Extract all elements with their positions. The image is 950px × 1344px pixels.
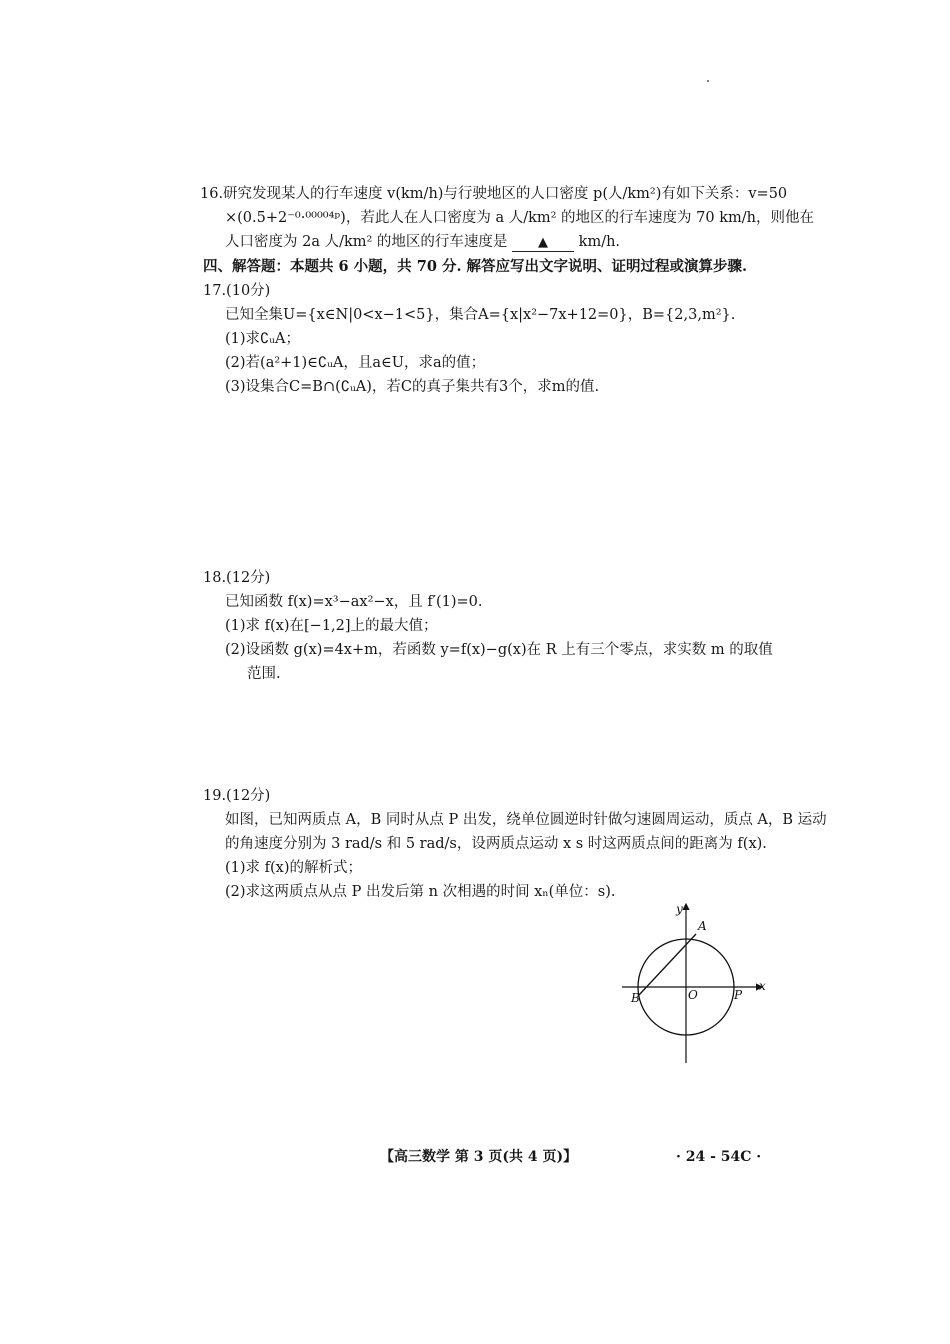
q19-stem-line-2: 的角速度分别为 3 rad/s 和 5 rad/s，设两质点运动 x s 时这两质点间的距离为 f(x). (225, 836, 767, 852)
point-a-label: A (698, 919, 707, 933)
q17-stem: 已知全集U={x∈N|0<x−1<5}，集合A={x|x²−7x+12=0}，B={2,3,m²}. (225, 307, 736, 323)
section-heading: 四、解答题：本题共 6 小题，共 70 分. 解答应写出文字说明、证明过程或演算步骤. (203, 258, 748, 275)
page-footer: 【高三数学 第 3 页(共 4 页)】 (380, 1149, 578, 1165)
x-axis-label: x (759, 979, 766, 993)
point-b-label: B (631, 991, 640, 1005)
point-p-label: P (734, 988, 743, 1002)
q19-part-1: (1)求 f(x)的解析式； (225, 860, 363, 876)
q17-header: 17.(10分) (203, 283, 271, 299)
q17-part-2: (2)若(a²+1)∈∁ᵤA，且a∈U，求a的值； (225, 355, 486, 371)
q16-line-1: 16.研究发现某人的行车速度 v(km/h)与行驶地区的人口密度 p(人/km²)有如下关系：v=50 (200, 186, 788, 202)
y-axis-label: y (676, 902, 683, 916)
q16-line-2: ×(0.5+2⁻⁰·⁰⁰⁰⁰⁴ᵖ)，若此人在人口密度为 a 人/km² 的地区的行车速度为 70 km/h，则他在 (225, 210, 814, 226)
unit-circle-diagram (612, 898, 772, 1068)
q19-part-2: (2)求这两质点从点 P 出发后第 n 次相遇的时间 xₙ(单位：s). (225, 884, 616, 900)
q19-stem-line-1: 如图，已知两质点 A，B 同时从点 P 出发，绕单位圆逆时针做匀速圆周运动，质点 A，B 运动 (225, 812, 827, 828)
q19-header: 19.(12分) (203, 788, 271, 804)
q17-part-3: (3)设集合C=B∩(∁ᵤA)，若C的真子集共有3个，求m的值. (225, 379, 600, 395)
answer-blank (512, 235, 574, 252)
q18-stem: 已知函数 f(x)=x³−ax²−x，且 f′(1)=0. (225, 594, 483, 610)
q17-part-1: (1)求∁ᵤA； (225, 331, 301, 347)
q16-line-3-text: 人口密度为 2a 人/km² 的地区的行车速度是 (225, 234, 508, 250)
page-code: · 24 - 54C · (676, 1149, 762, 1165)
q18-part-1: (1)求 f(x)在[−1,2]上的最大值； (225, 618, 438, 634)
q18-part-2-continued: 范围. (247, 666, 281, 682)
q18-header: 18.(12分) (203, 570, 271, 586)
unit-circle-figure (612, 898, 772, 1068)
origin-label: O (688, 988, 698, 1002)
blank-triangle-marker: ▲ (538, 235, 549, 250)
q16-unit: km/h. (578, 234, 621, 250)
q18-part-2: (2)设函数 g(x)=4x+m，若函数 y=f(x)−g(x)在 R 上有三个零点，求实数 m 的取值 (225, 642, 773, 658)
scan-speck (707, 80, 709, 82)
q16-line-3 (225, 232, 620, 252)
